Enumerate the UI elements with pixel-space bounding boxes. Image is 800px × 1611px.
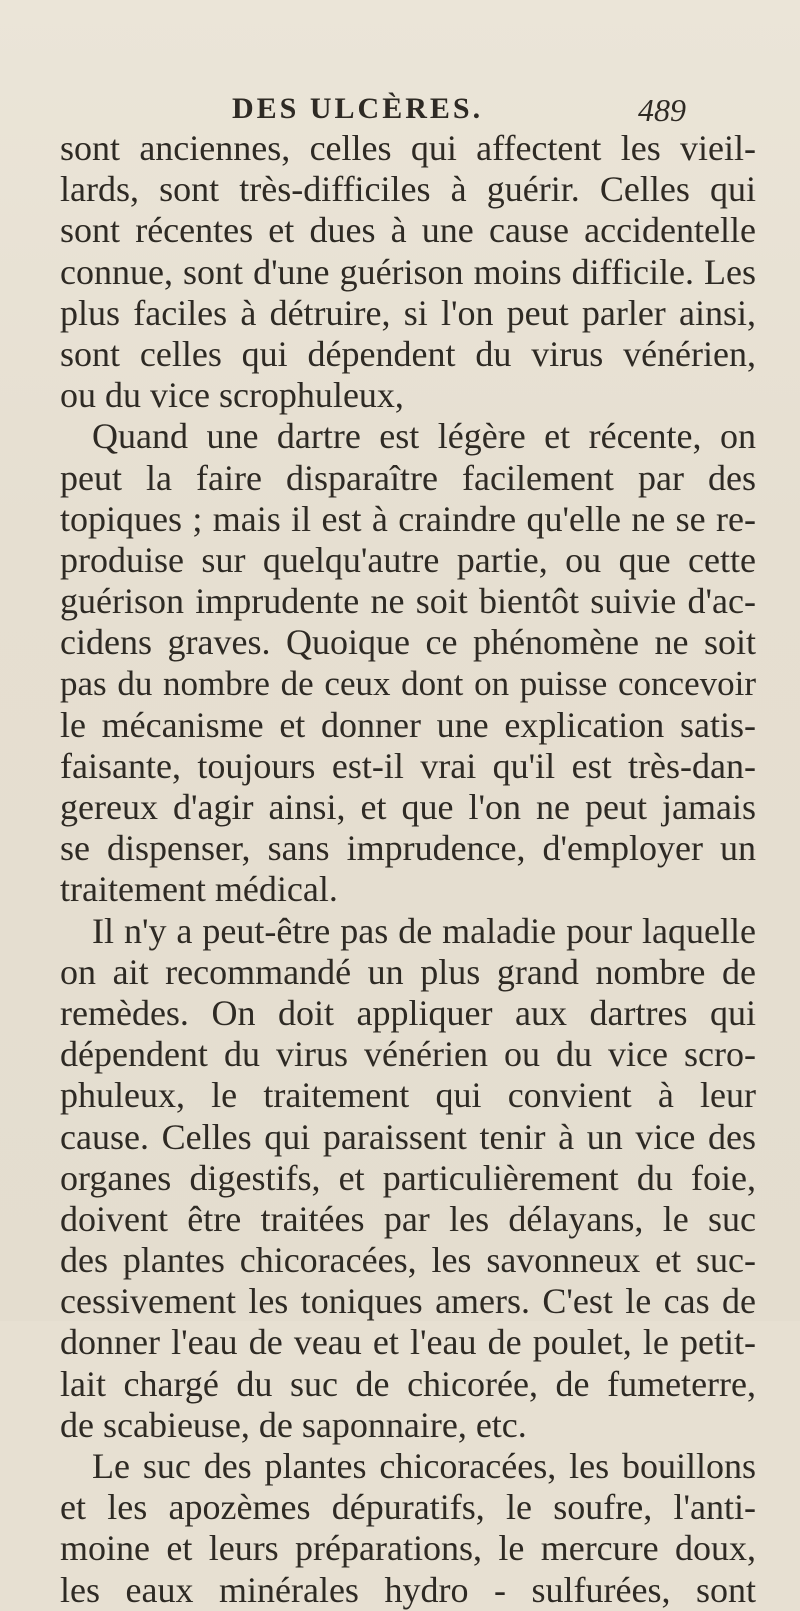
text-line: de scabieuse, de saponnaire, etc. — [60, 1404, 527, 1445]
text-line: ou du vice scrophuleux, — [60, 375, 404, 416]
text-line: se dispenser, sans imprudence, d'employer un — [60, 828, 756, 869]
paragraph — [60, 1446, 756, 1611]
text-line: cessivement les toniques amers. C'est le cas de — [60, 1281, 756, 1322]
page-number: 489 — [638, 92, 686, 128]
text-line: donner l'eau de veau et l'eau de poulet, le petit- — [60, 1322, 756, 1363]
text-line: doivent être traitées par les délayans, le suc — [60, 1198, 756, 1239]
body-text — [60, 128, 756, 1611]
text-line: dépendent du virus vénérien ou du vice scro- — [60, 1034, 756, 1075]
text-line: organes digestifs, et particulièrement du foie, — [60, 1157, 756, 1198]
text-line: plus faciles à détruire, si l'on peut parler ainsi, — [60, 292, 756, 333]
text-line: sont celles qui dépendent du virus vénérien, — [60, 333, 756, 374]
paragraph — [60, 911, 756, 1446]
text-line: le mécanisme et donner une explication satis- — [60, 704, 756, 745]
text-line: cause. Celles qui paraissent tenir à un vice des — [60, 1116, 756, 1157]
text-line: lards, sont très-difficiles à guérir. Celles qui — [60, 169, 756, 210]
text-line: guérison imprudente ne soit bientôt suivie d'ac- — [60, 581, 756, 622]
text-line: sont anciennes, celles qui affectent les vieil- — [60, 128, 756, 168]
text-line: connue, sont d'une guérison moins difficile. Les — [60, 251, 756, 292]
running-head: DES ULCÈRES. — [232, 92, 484, 125]
text-line: produise sur quelqu'autre partie, ou que cette — [60, 539, 756, 580]
text-line: Il n'y a peut-être pas de maladie pour laquelle — [92, 910, 756, 951]
text-line: faisante, toujours est-il vrai qu'il est très-dan- — [60, 745, 756, 786]
paragraph — [60, 416, 756, 910]
text-line: remèdes. On doit appliquer aux dartres qui — [60, 992, 756, 1033]
paragraph — [60, 128, 756, 416]
text-line: des plantes chicoracées, les savonneux et suc- — [60, 1240, 756, 1281]
text-line: peut la faire disparaître facilement par des — [60, 457, 756, 498]
text-line: sont récentes et dues à une cause accidentelle — [60, 210, 756, 251]
text-line: traitement médical. — [60, 869, 338, 910]
text-line: phuleux, le traitement qui convient à leur — [60, 1075, 756, 1116]
text-line: les eaux minérales hydro - sulfurées, sont — [60, 1569, 756, 1610]
text-line: on ait recommandé un plus grand nombre de — [60, 951, 756, 992]
text-line: gereux d'agir ainsi, et que l'on ne peut jamais — [60, 787, 756, 827]
text-line: Quand une dartre est légère et récente, on — [92, 416, 756, 457]
text-line: lait chargé du suc de chicorée, de fumeterre, — [60, 1363, 756, 1404]
text-line: et les apozèmes dépuratifs, le soufre, l'anti- — [60, 1487, 756, 1528]
text-line: cidens graves. Quoique ce phénomène ne soit — [60, 622, 756, 663]
text-line: topiques ; mais il est à craindre qu'elle ne se re- — [60, 498, 756, 539]
text-line: moine et leurs préparations, le mercure doux, — [60, 1528, 756, 1569]
text-line: Le suc des plantes chicoracées, les bouillons — [92, 1446, 756, 1486]
text-line: pas du nombre de ceux dont on puisse concevoir — [60, 664, 756, 704]
